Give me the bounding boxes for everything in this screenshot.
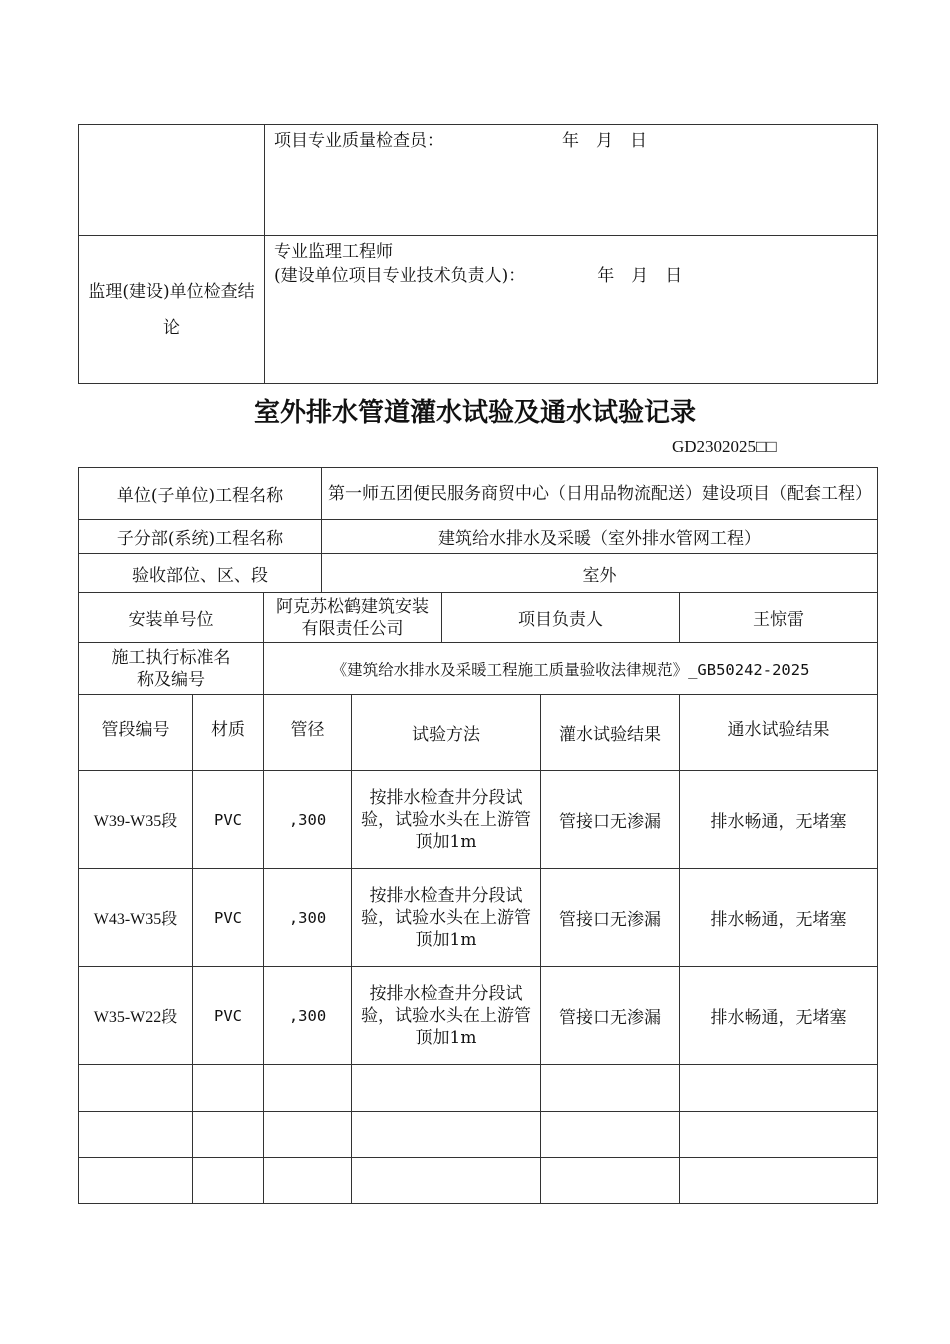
- fill-result-cell: 管接口无渗漏: [541, 967, 680, 1065]
- segment-cell: W35-W22段: [79, 967, 193, 1065]
- col-header-fill-result: 灌水试验结果: [541, 695, 680, 771]
- empty-cell: [193, 1065, 264, 1112]
- fill-result-cell: 管接口无渗漏: [541, 869, 680, 967]
- empty-cell: [352, 1065, 541, 1112]
- table-row: [79, 771, 878, 869]
- unit-project-value: 第一师五团便民服务商贸中心（日用品物流配送）建设项目（配套工程）: [322, 468, 878, 520]
- diameter-cell: ,300: [264, 771, 352, 869]
- empty-row: [79, 1065, 878, 1112]
- col-header-method: 试验方法: [352, 695, 541, 771]
- col-header-flow-result: 通水试验结果: [680, 695, 878, 771]
- signoff-empty-label: [79, 125, 265, 236]
- empty-cell: [541, 1158, 680, 1204]
- inspector-date: 年 月 日: [562, 131, 647, 151]
- empty-row: [79, 1158, 878, 1204]
- manager-value: 王惊雷: [680, 593, 878, 643]
- method-cell: 按排水检查井分段试验，试验水头在上游管顶加1m: [352, 771, 541, 869]
- signoff-table: [78, 124, 878, 384]
- unit-project-label: 单位(子单位)工程名称: [79, 468, 322, 520]
- record-table: [78, 467, 878, 1204]
- acceptance-value: 室外: [322, 554, 878, 593]
- empty-cell: [79, 1112, 193, 1158]
- flow-result-cell: 排水畅通，无堵塞: [680, 967, 878, 1065]
- empty-cell: [541, 1065, 680, 1112]
- empty-cell: [264, 1112, 352, 1158]
- document-code: GD2302025□□: [672, 437, 777, 456]
- table-row: [79, 967, 878, 1065]
- method-cell: 按排水检查井分段试验，试验水头在上游管顶加1m: [352, 869, 541, 967]
- empty-cell: [79, 1065, 193, 1112]
- supervisor-cell: [265, 236, 878, 384]
- empty-cell: [352, 1158, 541, 1204]
- empty-cell: [193, 1158, 264, 1204]
- inspector-cell: [265, 125, 878, 236]
- empty-cell: [193, 1112, 264, 1158]
- empty-cell: [680, 1112, 878, 1158]
- standard-label: 施工执行标准名称及编号: [79, 643, 264, 695]
- empty-cell: [79, 1158, 193, 1204]
- col-header-material: 材质: [193, 695, 264, 771]
- supervisor-line2: (建设单位项目专业技术负责人)：: [274, 266, 526, 286]
- manager-label: 项目负责人: [442, 593, 680, 643]
- supervisor-label: 监理(建设)单位检查结论: [79, 236, 265, 384]
- install-unit-value: 阿克苏松鹤建筑安装有限责任公司: [264, 593, 442, 643]
- col-header-segment: 管段编号: [79, 695, 193, 771]
- empty-cell: [680, 1065, 878, 1112]
- empty-cell: [264, 1065, 352, 1112]
- acceptance-label: 验收部位、区、段: [79, 554, 322, 593]
- diameter-cell: ,300: [264, 869, 352, 967]
- segment-cell: W39-W35段: [79, 771, 193, 869]
- empty-cell: [264, 1158, 352, 1204]
- diameter-cell: ,300: [264, 967, 352, 1065]
- empty-cell: [541, 1112, 680, 1158]
- flow-result-cell: 排水畅通，无堵塞: [680, 771, 878, 869]
- empty-cell: [352, 1112, 541, 1158]
- material-cell: PVC: [193, 967, 264, 1065]
- empty-cell: [680, 1158, 878, 1204]
- sub-project-value: 建筑给水排水及采暖（室外排水管网工程）: [322, 520, 878, 554]
- sub-project-label: 子分部(系统)工程名称: [79, 520, 322, 554]
- install-unit-label: 安装单号位: [79, 593, 264, 643]
- flow-result-cell: 排水畅通，无堵塞: [680, 869, 878, 967]
- col-header-diameter: 管径: [264, 695, 352, 771]
- method-cell: 按排水检查井分段试验，试验水头在上游管顶加1m: [352, 967, 541, 1065]
- document-title: 室外排水管道灌水试验及通水试验记录: [253, 398, 696, 428]
- segment-cell: W43-W35段: [79, 869, 193, 967]
- empty-row: [79, 1112, 878, 1158]
- supervisor-date: 年 月 日: [597, 266, 683, 286]
- inspector-line: 项目专业质量检查员：: [274, 131, 444, 151]
- standard-value: 《建筑给水排水及采暖工程施工质量验收法律规范》_GB50242-2025: [264, 643, 878, 695]
- supervisor-line1: 专业监理工程师: [274, 242, 393, 262]
- material-cell: PVC: [193, 869, 264, 967]
- table-row: [79, 869, 878, 967]
- material-cell: PVC: [193, 771, 264, 869]
- fill-result-cell: 管接口无渗漏: [541, 771, 680, 869]
